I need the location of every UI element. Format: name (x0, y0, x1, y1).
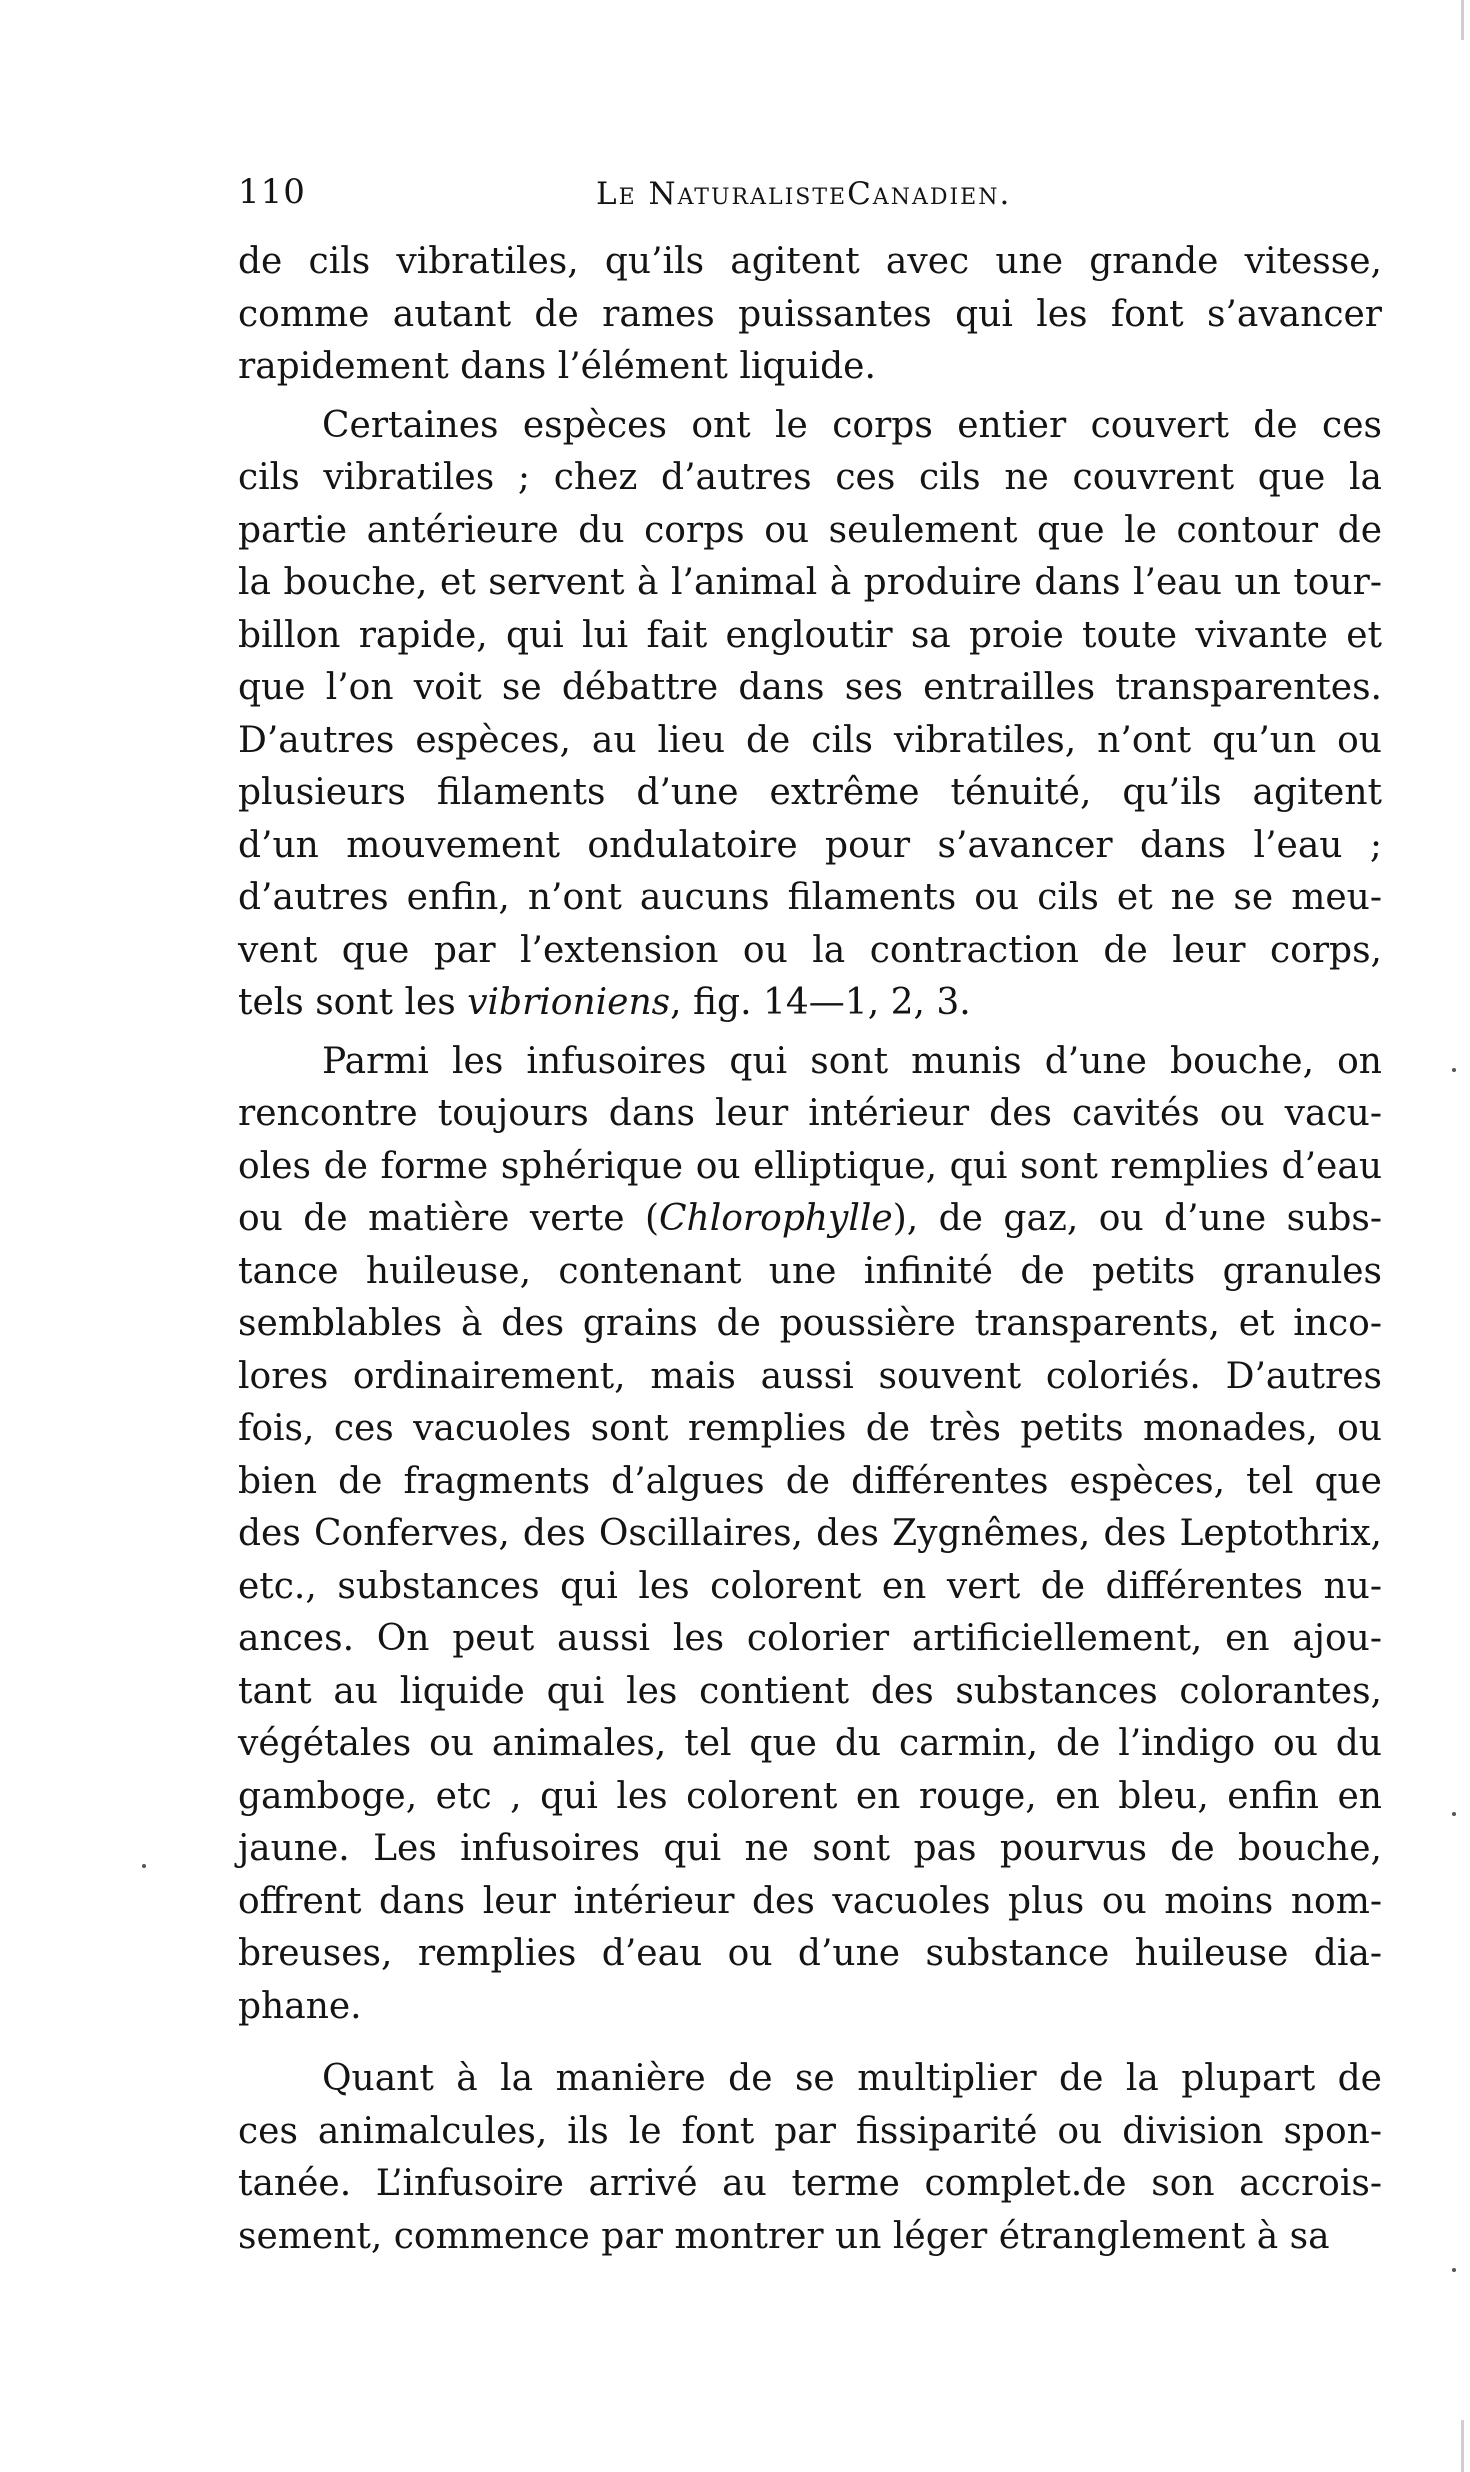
text-line: sement, commence par montrer un léger étranglement à sa (238, 2215, 1330, 2257)
text-line: D’autres espèces, au lieu de cils vibratiles, n’ont qu’un ou (238, 719, 1382, 761)
text-line: des Conferves, des Oscillaires, des Zygnêmes, des Leptothrix, (238, 1513, 1382, 1554)
text-line: Quant à la manière de se multiplier de la plupart de (322, 2058, 1382, 2099)
italic-term: Chlorophylle (659, 1198, 893, 1239)
text-line: bien de fragments d’algues de différentes espèces, tel que (238, 1460, 1382, 1502)
text-line (238, 1193, 1382, 1246)
text-line: comme autant de rames puissantes qui les font s’avancer (238, 293, 1382, 335)
text-line: tance huileuse, contenant une infinité de petits granules (238, 1250, 1382, 1292)
running-head: Le NaturalisteCanadien. (596, 176, 1012, 212)
text-line: d’un mouvement ondulatoire pour s’avancer dans l’eau ; (238, 824, 1382, 866)
text-line: plusieurs filaments d’une extrême ténuité, qu’ils agitent (238, 772, 1382, 813)
text-run: tels sont les (238, 982, 468, 1023)
text-line: breuses, remplies d’eau ou d’une substance huileuse dia- (238, 1933, 1382, 1974)
text-line: billon rapide, qui lui fait engloutir sa proie toute vivante et (238, 614, 1382, 656)
text-line: rapidement dans l’élément liquide. (238, 346, 876, 387)
text-line: la bouche, et servent à l’animal à produire dans l’eau un tour- (238, 562, 1382, 603)
text-line: partie antérieure du corps ou seulement que le contour de (238, 509, 1382, 551)
text-line: lores ordinairement, mais aussi souvent coloriés. D’autres (238, 1355, 1382, 1397)
italic-term: vibrioniens (467, 982, 671, 1023)
text-line: Parmi les infusoires qui sont munis d’une bouche, on (322, 1040, 1382, 1082)
text-line: jaune. Les infusoires qui ne sont pas pourvus de bouche, (238, 1828, 1382, 1869)
text-line: Certaines espèces ont le corps entier couvert de ces (322, 404, 1382, 446)
text-line: cils vibratiles ; chez d’autres ces cils ne couvrent que la (238, 457, 1382, 498)
text-line (238, 977, 1382, 1030)
text-line: rencontre toujours dans leur intérieur des cavités ou vacu- (238, 1093, 1382, 1134)
margin-speck (1452, 2268, 1456, 2272)
paragraph (238, 1036, 1382, 2034)
text-line: tanée. L’infusoire arrivé au terme complet.de son accrois- (238, 2163, 1382, 2204)
text-line: ces animalcules, ils le font par fissiparité ou division spon- (238, 2110, 1382, 2152)
text-line: offrent dans leur intérieur des vacuoles plus ou moins nom- (238, 1880, 1382, 1922)
page-edge-mark (1461, 0, 1464, 40)
page-header (238, 172, 1382, 220)
text-line: oles de forme sphérique ou elliptique, qui sont remplies d’eau (238, 1145, 1382, 1187)
text-line: vent que par l’extension ou la contraction de leur corps, (238, 929, 1382, 971)
text-line: de cils vibratiles, qu’ils agitent avec une grande vitesse, (238, 241, 1382, 282)
text-line: que l’on voit se débattre dans ses entrailles transparentes. (238, 667, 1382, 708)
text-line: d’autres enfin, n’ont aucuns filaments ou cils et ne se meu- (238, 877, 1382, 918)
body-text (238, 236, 1382, 2263)
margin-speck (142, 1864, 146, 1868)
text-run: ou de matière verte ( (238, 1198, 660, 1239)
margin-speck (1452, 1068, 1456, 1072)
paragraph (238, 236, 1382, 394)
text-line: fois, ces vacuoles sont remplies de très petits monades, ou (238, 1408, 1382, 1449)
margin-speck (1452, 1812, 1456, 1816)
text-run: , fig. 14—1, 2, 3. (670, 982, 971, 1023)
text-line: gamboge, etc , qui les colorent en rouge, en bleu, enfin en (238, 1775, 1382, 1817)
text-line: phane. (238, 1985, 362, 2027)
text-line: etc., substances qui les colorent en vert de différentes nu- (238, 1565, 1382, 1607)
text-line: ances. On peut aussi les colorier artificiellement, en ajou- (238, 1618, 1382, 1659)
paragraph (238, 400, 1382, 1030)
text-line: semblables à des grains de poussière transparents, et inco- (238, 1303, 1382, 1344)
text-line: tant au liquide qui les contient des substances colorantes, (238, 1670, 1382, 1712)
page-edge-mark (1461, 2420, 1464, 2472)
paragraph (238, 2053, 1382, 2263)
text-line: végétales ou animales, tel que du carmin, de l’indigo ou du (238, 1723, 1382, 1764)
text-run: ), de gaz, ou d’une subs- (892, 1198, 1382, 1239)
page-number: 110 (238, 172, 306, 212)
